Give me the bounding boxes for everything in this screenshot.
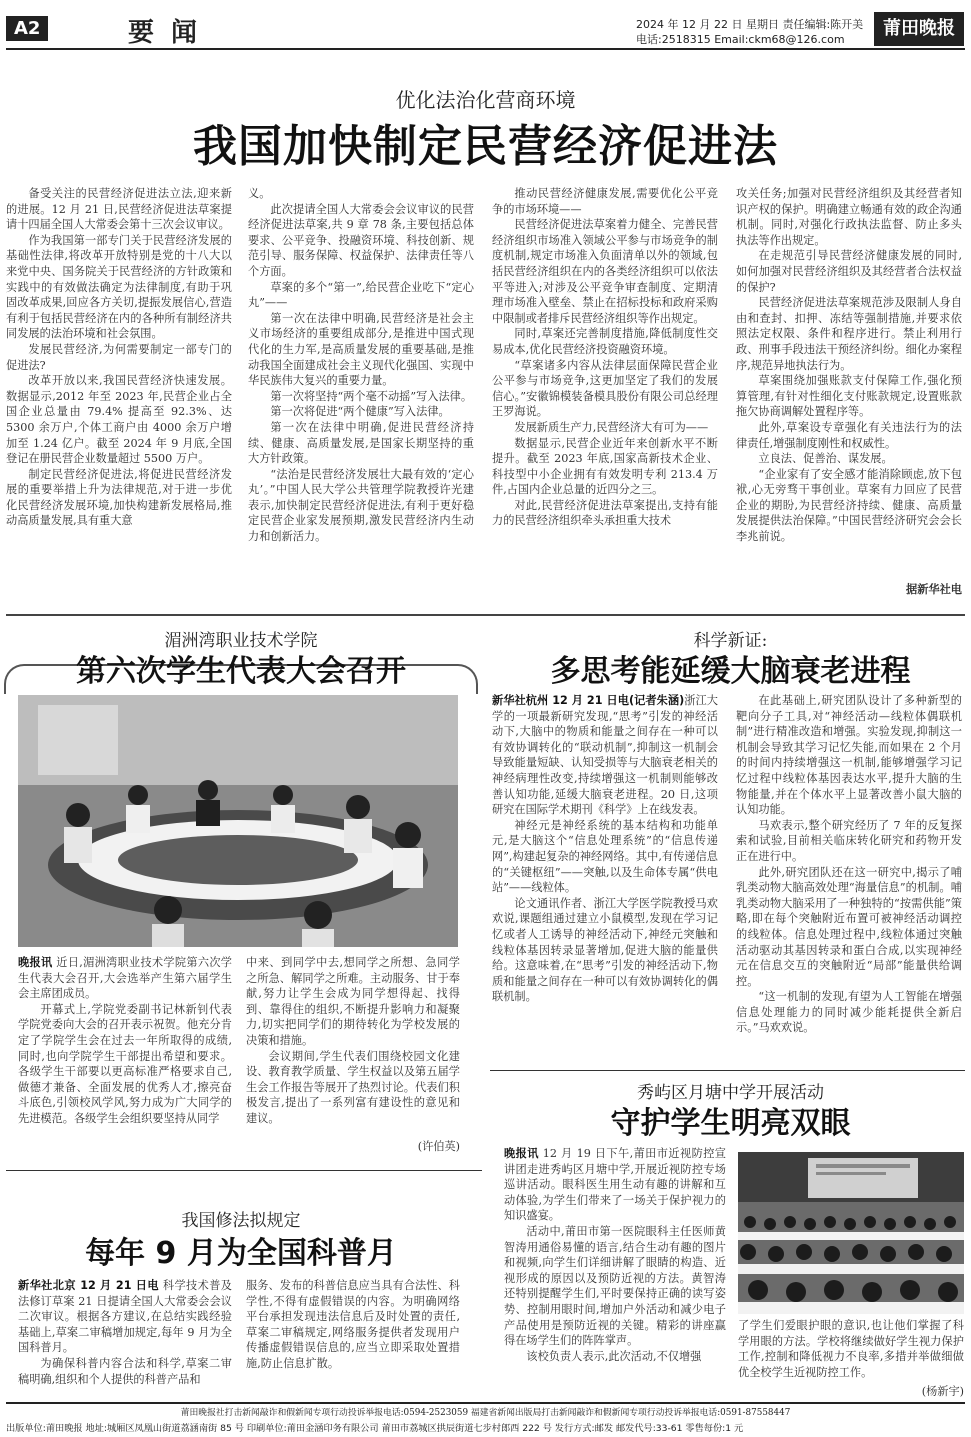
masthead-logo: 莆田晚报	[874, 12, 964, 46]
brain-column-2	[736, 693, 962, 1036]
paragraph: 神经元是神经系统的基本结构和功能单元,是大脑这个“信息处理系统”的“信息传递网”,构建起复杂的神经网络。其中,有传递信息的“关键枢纽”——突触,以及生命体专属“供电站”——线粒体。	[492, 818, 718, 895]
lead-column-2	[248, 186, 474, 545]
section-divider	[6, 1170, 482, 1171]
meizhou-headline: 第六次学生代表大会召开	[76, 654, 406, 689]
paragraph: 在此基础上,研究团队设计了多种新型的靶向分子工具,对“神经活动—线粒体偶联机制”进行精准改造和增强。实验发现,抑制这一机制会导致其学习记忆失能,而如果在 2 个月的时间内持续增强这一机制,能够增强学习记忆过程中线粒体基因表达水平,提升大脑的生物能量,并在个体水平上显著改善小鼠大脑的认知功能。	[736, 694, 962, 817]
brain-column-1	[492, 693, 718, 1005]
meeting-photo-illustration	[18, 695, 458, 947]
meizhou-column-1	[18, 955, 232, 1127]
paragraph: 立良法、促善治、谋发展。	[758, 452, 893, 466]
paragraph: 活动中,莆田市第一医院眼科主任医师黄智涛用通俗易懂的语言,结合生动有趣的图片和视频,向学生们详细讲解了眼睛的构造、近视形成的原因以及预防近视的方法。黄智涛还特别提醒学生们,平时要保持正确的读写姿势、控制用眼时间,增加户外活动和减少电子产品使用是预防近视的关键。精彩的讲座赢得在场学生们的阵阵掌声。	[504, 1224, 726, 1348]
paragraph: 科学技术普及法修订草案 21 日提请全国人大常委会会议二次审议。根据各方建议,在总结实践经验基础上,草案二审稿增加规定,每年 9 月为全国科普月。	[18, 1279, 232, 1355]
paragraph: 草案围绕加强账款支付保障工作,强化预算管理,有针对性细化支付账款规定,设置账款拖欠协商调解处置程序等。	[736, 374, 962, 419]
dateline: 晚报讯	[504, 1147, 539, 1160]
paragraph: 该校负责人表示,此次活动,不仅增强	[526, 1349, 702, 1363]
lecture-photo-illustration	[738, 1152, 964, 1314]
paragraph: 开幕式上,学院党委副书记林新钊代表学院党委向大会的召开表示祝贺。他充分肯定了学院学生会在过去一年所取得的成绩,同时,也向学院学生干部提出希望和要求。各级学生干部要以更高标准严格要求自己,做德才兼备、全面发展的优秀人才,擦亮奋斗底色,引领校风学风,努力成为广大同学的先进模范。各级学生会组织要坚持从同学	[18, 1002, 232, 1125]
footer-publisher: 出版单位:莆田晚报 地址:城厢区凤凰山街道荔涵南街 85 号 印刷单位:莆田金涵印务有限公司 莆田市荔城区拱辰街道七步村郎西 222 号 发行方式:邮发 邮发代号:33-61 零售每份:1 元	[6, 1423, 744, 1434]
lead-headline: 我国加快制定民营经济促进法	[193, 121, 778, 172]
footer-rule	[6, 1402, 965, 1404]
meeting-photo	[18, 695, 458, 947]
paragraph: 同时,草案还完善制度措施,降低制度性交易成本,优化民营经济投资融资环境。	[492, 327, 718, 356]
paragraph: 发展民营经济,为何需要制定一部专门的促进法?	[6, 342, 232, 372]
date-line: 2024 年 12 月 22 日 星期日 责任编辑:陈开美	[636, 18, 864, 31]
science-kicker: 我国修法拟规定	[181, 1211, 301, 1231]
header-rule	[6, 48, 965, 50]
paragraph: “草案诸多内容从法律层面保障民营企业公平参与市场竞争,这更加坚定了我们的发展信心。”安徽锦模装备模具股份有限公司总经理王罗海说。	[492, 358, 718, 419]
eyes-credit: (杨新宇)	[921, 1385, 964, 1399]
science-headline: 每年 9 月为全国科普月	[85, 1236, 397, 1271]
section-divider	[6, 614, 965, 616]
paragraph: 服务、发布的科普信息应当具有合法性、科学性,不得有虚假错误的内容。为明确网络平台承担发现违法信息后及时处置的责任,草案二审稿规定,网络服务提供者发现用户传播虚假错误信息的,应当立即采取处置措施,防止信息扩散。	[246, 1279, 460, 1370]
paragraph: 论文通讯作者、浙江大学医学院教授马欢欢说,课题组通过建立小鼠模型,发现在学习记忆或者人工诱导的神经活动下,神经元突触和线粒体基因转录显著增加,促进大脑的能量供给。这意味着,在“思考”引发的神经活动下,物质和能量之间存在一种可以有效协调转化的偶联机制。	[492, 896, 718, 1004]
paragraph: 草案的多个“第一”,给民营企业吃下“定心丸”——	[248, 280, 474, 310]
paragraph: 第一次将促进“两个健康”写入法律。	[270, 405, 450, 419]
section-title: 要 闻	[128, 18, 202, 48]
meizhou-kicker: 湄洲湾职业技术学院	[164, 631, 318, 651]
dateline: 新华社北京 12 月 21 日电	[18, 1279, 159, 1292]
lead-column-1	[6, 186, 232, 529]
contact-line: 电话:2518315 Email:ckm68@126.com	[636, 33, 845, 46]
paragraph: 了学生们爱眼护眼的意识,也让他们掌握了科学用眼的方法。学校将继续做好学生视力保护工作,控制和降低视力不良率,多措并举做细做优全校学生近视防控工作。	[738, 1319, 964, 1379]
eyes-column-2	[738, 1318, 964, 1400]
paragraph: 制定民营经济促进法,将促进民营经济发展的重要举措上升为法律规范,对于进一步优化民营经济发展环境,加快构建新发展格局,推动高质量发展,具有重大意	[6, 467, 232, 528]
paragraph: 会议期间,学生代表们围绕校园文化建设、教育教学质量、学生权益以及第五届学生会工作报告等展开了热烈讨论。代表们积极发言,提出了一系列富有建设性的意见和建议。	[246, 1049, 460, 1125]
paragraph: 第一次在法律中明确,民营经济是社会主义市场经济的重要组成部分,是推进中国式现代化的生力军,是高质量发展的重要基础,是推动我国全面建成社会主义现代化强国、实现中华民族伟大复兴的重要力量。	[248, 311, 474, 388]
paragraph: 此外,研究团队还在这一研究中,揭示了哺乳类动物大脑高效处理“海量信息”的机制。哺乳类动物大脑采用了一种独特的“按需供能”策略,即在每个突触附近布置可被神经活动调控的线粒体。信息处理过程中,线粒体通过突触活动驱动其基因转录和蛋白合成,以实现神经元在信息交互的突触附近“局部”能量供给调控。	[736, 865, 962, 988]
meizhou-credit: (许伯英)	[417, 1140, 460, 1154]
footer-hotline: 莆田晚报社打击新闻敲诈和假新闻专项行动投诉举报电话:0594-2523059 福建省新闻出版局打击新闻敲诈和假新闻专项行动投诉举报电话:0591-87558447	[180, 1408, 791, 1418]
brain-headline: 多思考能延缓大脑衰老进程	[550, 654, 911, 689]
paragraph: 攻关任务;加强对民营经济组织及其经营者知识产权的保护。明确建立畅通有效的政企沟通机制。同时,对强化行政执法监督、防止多头执法等作出规定。	[736, 187, 962, 247]
paragraph: 作为我国第一部专门关于民营经济发展的基础性法律,将改革开放特别是党的十八大以来党中央、国务院关于民营经济的方针政策和实践中的有效做法确定为法律制度,有助于巩固改革成果,回应各方关切,提振发展信心,营造有利于包括民营经济在内的各种所有制经济共同发展的法治环境和社会氛围。	[6, 233, 232, 341]
eyes-kicker: 秀屿区月塘中学开展活动	[637, 1083, 824, 1103]
paragraph: 在走规范引导民营经济健康发展的同时,如何加强对民营经济组织及其经营者合法权益的保护?	[736, 249, 962, 294]
paragraph: 中来、到同学中去,想同学之所想、急同学之所急、解同学之所难。主动服务、甘于奉献,努力让学生会成为同学想得起、找得到、靠得住的组织,不断提升影响力和凝聚力,切实把同学们的期待转化为学校发展的决策和措施。	[246, 956, 460, 1047]
lecture-photo	[738, 1152, 964, 1314]
lead-kicker: 优化法治化营商环境	[395, 88, 576, 112]
paragraph: 马欢表示,整个研究经历了 7 年的反复探索和试验,目前相关临床转化研究和药物开发正在进行中。	[736, 818, 962, 863]
paragraph: “法治是民营经济发展壮大最有效的‘定心丸’。”中国人民大学公共管理学院教授许光建表示,加快制定民营经济促进法,有利于更好稳定民营企业家发展预期,激发民营经济内生动力和创新活力。	[248, 467, 474, 544]
paragraph: 为确保科普内容合法和科学,草案二审稿明确,组织和个人提供的科普产品和	[18, 1356, 232, 1386]
paragraph: 近日,湄洲湾职业技术学院第六次学生代表大会召开,大会选举产生第六届学生会主席团成员。	[18, 956, 232, 1001]
eyes-column-1	[504, 1146, 726, 1364]
paragraph: 义。	[248, 187, 271, 200]
lead-credit: 据新华社电	[906, 583, 962, 597]
paragraph: 此次提请全国人大常委会会议审议的民营经济促进法草案,共 9 章 78 条,主要包括总体要求、公平竞争、投融资环境、科技创新、规范引导、服务保障、权益保护、法律责任等八个方面。	[248, 202, 474, 278]
lead-column-3	[492, 186, 718, 529]
brain-kicker: 科学新证:	[693, 631, 768, 651]
paragraph: 数据显示,民营企业近年来创新水平不断提升。截至 2023 年底,国家高新技术企业、科技型中小企业拥有有效发明专利 213.4 万件,占国内企业总量的近四分之三。	[492, 436, 718, 497]
paragraph: 对此,民营经济促进法草案提出,支持有能力的民营经济组织牵头承担重大技术	[492, 498, 718, 528]
page-number: A2	[6, 16, 48, 41]
dateline: 新华社杭州 12 月 21 日电(记者朱涵)	[492, 694, 685, 707]
paragraph: 民营经济促进法草案着力健全、完善民营经济组织市场准入领域公平参与市场竞争的制度机制,规定市场准入负面清单以外的领域,包括民营经济组织在内的各类经济组织可以依法平等进入;对涉及公平竞争审查制度、定期清理市场准入壁垒、禁止在招标投标和政府采购中限制或者排斥民营经济组织等作出规定。	[492, 218, 718, 325]
paragraph: 浙江大学的一项最新研究发现,“思考”引发的神经活动下,大脑中的物质和能量之间存在一种可以有效协调转化的“联动机制”,抑制这一机制会导致能量短缺、认知受损等与大脑衰老相关的神经病理性改变,持续增强这一机制则能够改善认知功能,延缓大脑衰老进程。20 日,这项研究在国际学术期刊《科学》上在线发表。	[492, 694, 718, 817]
paragraph: 民营经济促进法草案规范涉及限制人身自由和查封、扣押、冻结等强制措施,并要求依照法定权限、条件和程序进行。禁止利用行政、刑事手段违法干预经济纠纷。细化办案程序,规范异地执法行为。	[736, 296, 962, 372]
eyes-headline: 守护学生明亮双眼	[610, 1106, 851, 1141]
paragraph: “这一机制的发现,有望为人工智能在增强信息处理能力的同时减少能耗提供全新启示。”马欢欢说。	[736, 990, 962, 1035]
paragraph: “企业家有了安全感才能消除顾虑,放下包袱,心无旁骛干事创业。草案有力回应了民营企业的期盼,为民营经济持续、健康、高质量发展提供法治保障。”中国民营经济研究会会长李兆前说。	[736, 467, 962, 544]
meizhou-column-2	[246, 955, 460, 1155]
paragraph: 改革开放以来,我国民营经济快速发展。数据显示,2012 年至 2023 年,民营企业占全国企业总量由 79.4% 提高至 92.3%、达 5300 余万户,个体工商户由 4000 余万户增加至 1.24 亿户。截至 2024 年 9 月底,全国登记在册民营企业数量超过 5500 万户。	[6, 374, 232, 466]
paragraph: 第一次在法律中明确,促进民营经济持续、健康、高质量发展,是国家长期坚持的重大方针政策。	[248, 420, 474, 466]
section-divider	[490, 1070, 965, 1071]
science-column-1	[18, 1278, 232, 1387]
paragraph: 推动民营经济健康发展,需要优化公平竞争的市场环境——	[492, 187, 718, 216]
paragraph: 发展新质生产力,民营经济大有可为——	[514, 420, 709, 434]
paragraph: 第一次将坚持“两个毫不动摇”写入法律。	[270, 389, 473, 403]
paragraph: 12 月 19 日下午,莆田市近视防控宣讲团走进秀屿区月塘中学,开展近视防控专场巡讲活动。眼科医生用生动有趣的讲解和互动体验,为学生们带来了一场关于保护视力的知识盛宴。	[504, 1147, 726, 1223]
paragraph: 此外,草案设专章强化有关违法行为的法律责任,增强制度刚性和权威性。	[736, 420, 962, 450]
paragraph: 备受关注的民营经济促进法立法,迎来新的进展。12 月 21 日,民营经济促进法草案提请十四届全国人大常委会第十三次会议审议。	[6, 187, 232, 232]
science-column-2	[246, 1278, 460, 1372]
lead-column-4	[736, 186, 962, 598]
dateline: 晚报讯	[18, 956, 53, 969]
